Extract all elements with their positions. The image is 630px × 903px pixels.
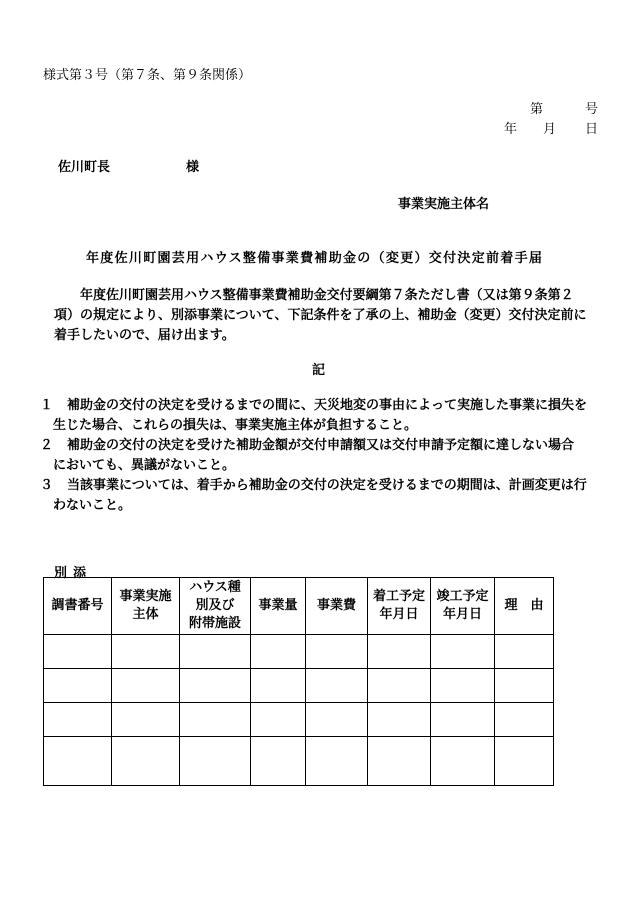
table-cell[interactable] <box>44 737 112 786</box>
doc-number-prefix: 第 <box>529 102 543 117</box>
table-cell[interactable] <box>251 669 306 703</box>
table-cell[interactable] <box>251 703 306 737</box>
condition-item-2 <box>40 436 610 456</box>
header-implementing-entity: 事業実施 主体 <box>112 578 180 635</box>
table-cell[interactable] <box>44 669 112 703</box>
condition-text-cont: わないこと。 <box>53 498 132 513</box>
attachment-label: 別添 <box>54 566 93 581</box>
header-project-cost: 事業費 <box>306 578 368 635</box>
table-cell[interactable] <box>112 635 180 669</box>
table-cell[interactable] <box>495 737 554 786</box>
table-row <box>44 703 554 737</box>
table-cell[interactable] <box>368 703 431 737</box>
header-house-type: ハウス種 別及び 附帯施設 <box>180 578 251 635</box>
table-cell[interactable] <box>44 635 112 669</box>
condition-number: ３ <box>40 478 54 493</box>
document-title: 年度佐川町園芸用ハウス整備事業費補助金の（変更）交付決定前着手届 <box>86 251 544 266</box>
addressee-mayor: 佐川町長 <box>58 160 111 175</box>
condition-item-1 <box>40 396 610 416</box>
header-survey-number: 調書番号 <box>44 578 112 635</box>
table-cell[interactable] <box>180 737 251 786</box>
condition-number: ２ <box>40 438 54 453</box>
table-cell[interactable] <box>495 703 554 737</box>
intro-line: 着手したいので、届け出ます。 <box>54 328 235 343</box>
document-number-date-block <box>504 100 598 140</box>
addressee-honorific: 様 <box>186 160 200 175</box>
date-day: 日 <box>584 122 598 137</box>
intro-paragraph <box>46 286 606 346</box>
form-number: 様式第３号（第７条、第９条関係） <box>43 68 252 83</box>
table-cell[interactable] <box>112 737 180 786</box>
table-row <box>44 669 554 703</box>
condition-item-3 <box>40 476 610 496</box>
attachment-table <box>43 577 554 786</box>
table-cell[interactable] <box>180 635 251 669</box>
table-cell[interactable] <box>306 669 368 703</box>
table-row <box>44 635 554 669</box>
table-cell[interactable] <box>112 669 180 703</box>
table-cell[interactable] <box>368 669 431 703</box>
table-cell[interactable] <box>251 635 306 669</box>
condition-text-cont: においても、異議がないこと。 <box>53 458 236 473</box>
intro-line: 年度佐川町園芸用ハウス整備事業費補助金交付要綱第７条ただし書（又は第９条第２ <box>80 288 574 303</box>
condition-text: 当該事業については、着手から補助金の交付の決定を受けるまでの期間は、計画変更は行 <box>67 478 587 493</box>
table-cell[interactable] <box>368 635 431 669</box>
intro-line: 項）の規定により、別添事業について、下記条件を了承の上、補助金（変更）交付決定前に <box>54 308 587 323</box>
table-cell[interactable] <box>180 669 251 703</box>
table-cell[interactable] <box>431 737 495 786</box>
table-cell[interactable] <box>44 703 112 737</box>
table-cell[interactable] <box>251 737 306 786</box>
table-header-row <box>44 578 554 635</box>
doc-number-suffix: 号 <box>584 102 598 117</box>
table-row <box>44 737 554 786</box>
condition-text: 補助金の交付の決定を受けた補助金額が交付申請額又は交付申請予定額に達しない場合 <box>67 438 575 453</box>
ki-heading: 記 <box>312 363 326 378</box>
table-cell[interactable] <box>431 669 495 703</box>
applicant-name-label: 事業実施主体名 <box>398 197 490 212</box>
date-month: 月 <box>542 122 556 137</box>
table-cell[interactable] <box>112 703 180 737</box>
header-project-volume: 事業量 <box>251 578 306 635</box>
header-completion-date: 竣工予定 年月日 <box>431 578 495 635</box>
header-start-date: 着工予定 年月日 <box>368 578 431 635</box>
table-cell[interactable] <box>495 669 554 703</box>
table-cell[interactable] <box>495 635 554 669</box>
condition-text-cont: 生じた場合、これらの損失は、事業実施主体が負担すること。 <box>53 418 418 433</box>
table-cell[interactable] <box>306 737 368 786</box>
table-cell[interactable] <box>306 703 368 737</box>
condition-number: １ <box>40 398 54 413</box>
header-reason: 理 由 <box>495 578 554 635</box>
table-cell[interactable] <box>431 703 495 737</box>
table-cell[interactable] <box>431 635 495 669</box>
conditions-list <box>40 396 610 516</box>
table-cell[interactable] <box>306 635 368 669</box>
date-year: 年 <box>503 122 517 137</box>
table-cell[interactable] <box>180 703 251 737</box>
condition-text: 補助金の交付の決定を受けるまでの間に、天災地変の事由によって実施した事業に損失を <box>67 398 588 413</box>
table-cell[interactable] <box>368 737 431 786</box>
